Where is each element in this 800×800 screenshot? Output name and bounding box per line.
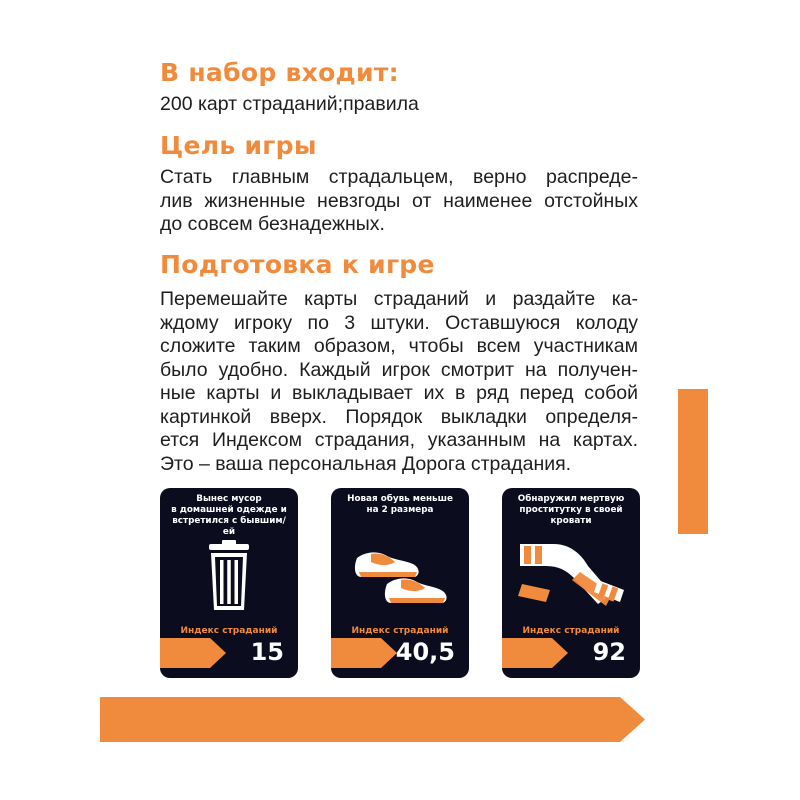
setup-line: Перемешайте карты страданий и раздайте ка-: [160, 288, 638, 310]
setup-line: Это – ваша персональная Дорога страдания.: [160, 452, 572, 475]
side-tab-decoration: [678, 389, 708, 534]
card-title-line: проститутку в своей: [519, 505, 623, 515]
kit-line: 200 карт страданий;правила: [160, 93, 419, 115]
setup-text: [160, 288, 638, 476]
card-index-label: Индекс страданий: [180, 626, 278, 636]
card-title-line: ей: [222, 527, 236, 537]
setup-line: было удобно. Каждый игрок смотрит на получен-: [160, 358, 638, 381]
setup-line: ется Индексом страдания, указанным на картах.: [160, 429, 638, 451]
setup-line: ждому игроку по 3 штуки. Оставшуюся колоду: [160, 311, 638, 334]
bottom-arrow-decoration: [100, 697, 645, 742]
setup-line: ные карты и выкладывает их в ряд перед собой: [160, 382, 638, 404]
card-title: [168, 494, 290, 538]
card-title: [339, 494, 461, 516]
card-title-line: Новая обувь меньше: [347, 494, 453, 504]
card-index-value: 40,5: [395, 638, 455, 666]
card-title-line: Вынес мусор: [196, 494, 262, 504]
goal-text: [160, 166, 638, 237]
stockinged-legs-icon: [502, 540, 640, 612]
sneakers-icon: [331, 540, 469, 612]
card-title-line: в домашней одежде и: [171, 505, 287, 515]
card-index-label: Индекс страданий: [522, 626, 620, 636]
card-title-line: на 2 размера: [366, 505, 434, 515]
setup-line: сложите таким образом, чтобы всем участникам: [160, 335, 638, 357]
card-index-value: 15: [250, 638, 284, 666]
card-index-value: 92: [592, 638, 626, 666]
goal-line: лив жизненные невзгоды от наименее отстойных: [160, 189, 638, 212]
setup-line: картинкой вверх. Порядок выкладки определя-: [160, 405, 638, 428]
goal-line: Стать главным страдальцем, верно распреде-: [160, 166, 638, 188]
setup-heading: Подготовка к игре: [160, 250, 435, 279]
card-arrow-decoration: [502, 638, 568, 668]
suffering-card: [331, 488, 469, 678]
suffering-card: [160, 488, 298, 678]
trash-can-icon: [160, 540, 298, 612]
card-title-line: встретился с бывшим/: [172, 516, 286, 526]
card-title-line: кровати: [550, 516, 592, 526]
goal-heading: Цель игры: [160, 131, 317, 160]
card-arrow-decoration: [331, 638, 397, 668]
goal-line: до совсем безнадежных.: [160, 213, 385, 235]
kit-text: [160, 93, 419, 117]
kit-heading: В набор входит:: [160, 58, 399, 87]
card-title-line: Обнаружил мертвую: [517, 494, 625, 504]
card-index-label: Индекс страданий: [351, 626, 449, 636]
suffering-card: [502, 488, 640, 678]
card-title: [510, 494, 632, 527]
card-arrow-decoration: [160, 638, 226, 668]
